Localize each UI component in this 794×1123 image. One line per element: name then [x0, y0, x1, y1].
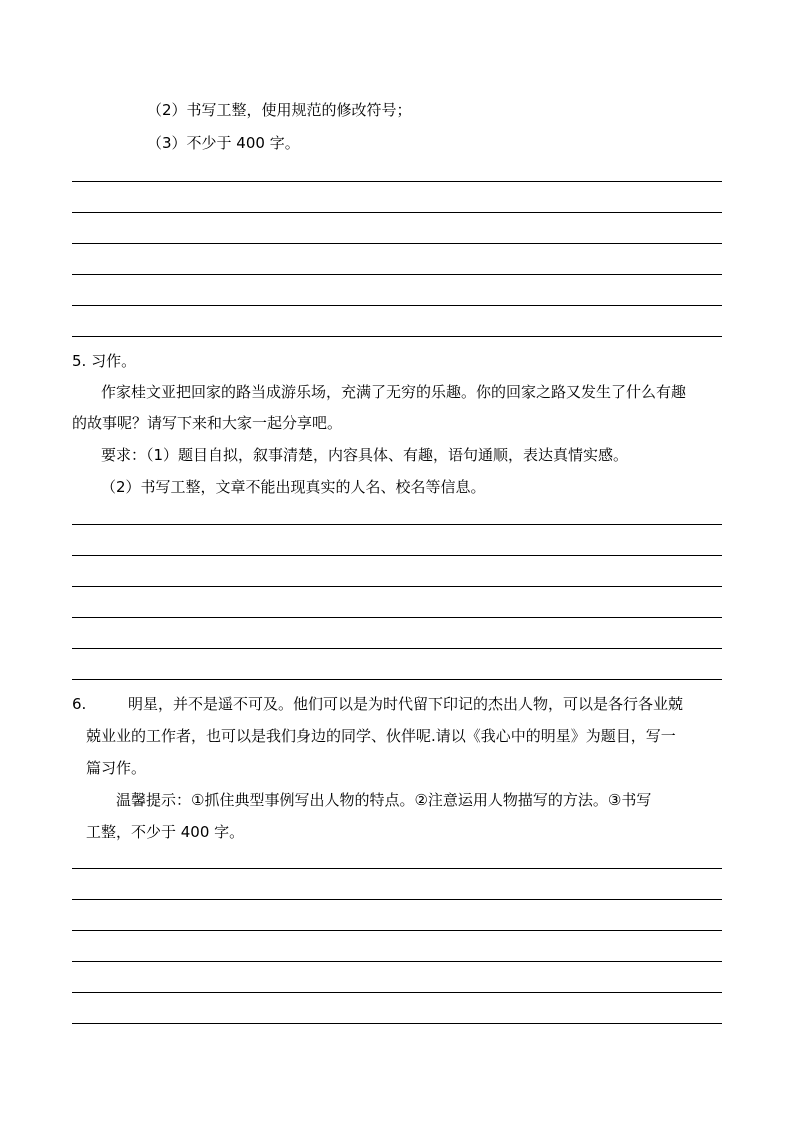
question-paragraph: 明星，并不是遥不可及。他们可以是为时代留下印记的杰出人物，可以是各行各业兢	[128, 695, 684, 713]
writing-line	[72, 212, 722, 213]
requirement-2: （2）书写工整，使用规范的修改符号；	[147, 101, 412, 119]
writing-line	[72, 648, 722, 649]
hint-text: 温馨提示：①抓住典型事例写出人物的特点。②注意运用人物描写的方法。③书写	[116, 791, 652, 809]
writing-line	[72, 930, 722, 931]
writing-line	[72, 305, 722, 306]
writing-line	[72, 555, 722, 556]
question-paragraph: 的故事呢？请写下来和大家一起分享吧。	[72, 414, 343, 432]
question-title: 5. 习作。	[72, 352, 137, 370]
requirement-3: （3）不少于 400 字。	[147, 134, 300, 152]
writing-line	[72, 961, 722, 962]
question-paragraph: 篇习作。	[86, 759, 147, 777]
writing-line	[72, 336, 722, 337]
writing-line	[72, 274, 722, 275]
question-number: 6.	[72, 695, 87, 713]
writing-line	[72, 586, 722, 587]
requirement-1: 要求：（1）题目自拟，叙事清楚，内容具体、有趣，语句通顺，表达真情实感。	[101, 446, 629, 464]
writing-line	[72, 899, 722, 900]
writing-line	[72, 617, 722, 618]
question-paragraph: 作家桂文亚把回家的路当成游乐场，充满了无穷的乐趣。你的回家之路又发生了什么有趣	[101, 383, 687, 401]
writing-line	[72, 524, 722, 525]
writing-line	[72, 1023, 722, 1024]
writing-line	[72, 679, 722, 680]
hint-text: 工整，不少于 400 字。	[86, 823, 245, 841]
writing-line	[72, 992, 722, 993]
writing-line	[72, 243, 722, 244]
writing-line	[72, 868, 722, 869]
requirement-2: （2）书写工整，文章不能出现真实的人名、校名等信息。	[101, 478, 486, 496]
writing-line	[72, 181, 722, 182]
question-paragraph: 兢业业的工作者，也可以是我们身边的同学、伙伴呢.请以《我心中的明星》为题目，写一	[86, 727, 676, 745]
